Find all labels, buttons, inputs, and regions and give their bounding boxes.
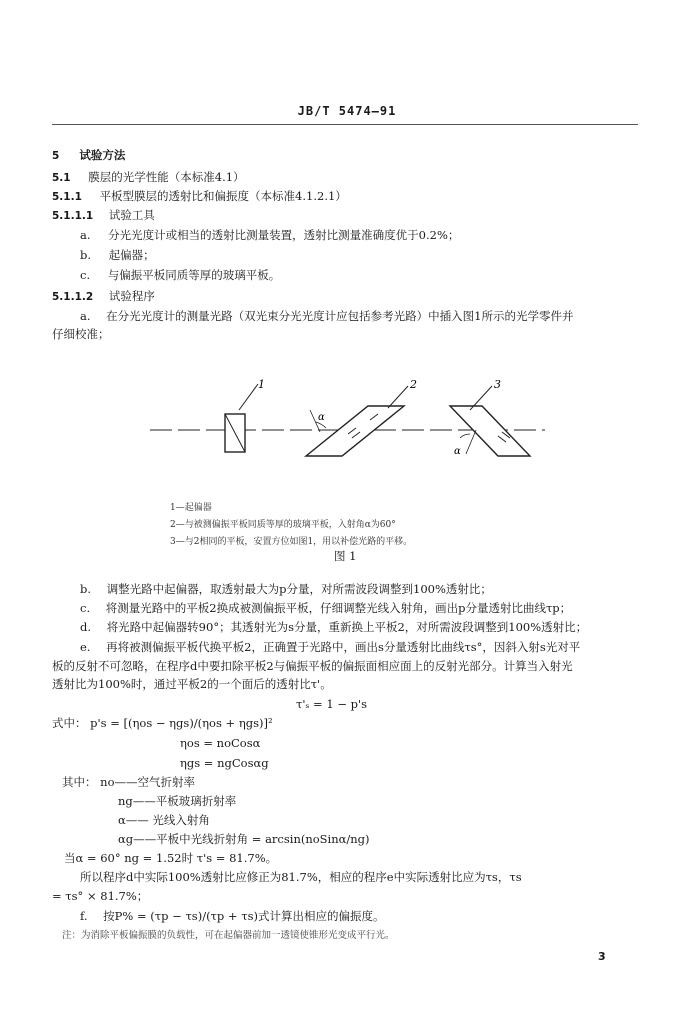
figure-caption-2: 2—与被测偏振平板同质等厚的玻璃平板，入射角α为60° [170,520,396,530]
procedure-item-a-continued: 仔细校准； [52,327,110,341]
step-f [80,909,384,924]
tool-item-a [80,228,459,243]
step-b [80,582,492,597]
where-prefix: 其中： [62,775,97,789]
header-rule [52,124,638,125]
figure-caption-3: 3—与2相同的平板，安置方位如图1，用以补偿光路的平移。 [170,537,413,547]
section-title: 试验方法 [79,148,126,162]
item-label: a. [80,309,91,323]
clause-number: 5.1.1.1 [52,210,94,222]
where-item-2: ng——平板玻璃折射率 [118,794,237,808]
label-2: 2 [410,378,417,391]
tool-item-b [80,248,155,263]
alpha-symbol: α [454,446,461,457]
result-line-1: 当α = 60° ng = 1.52时 τ's = 81.7%。 [64,851,278,865]
step-e-continued-2: 透射比为100%时，通过平板2的一个面后的透射比τ'。 [52,677,332,691]
section-number: 5 [52,150,60,162]
where-item-3: α—— 光线入射角 [118,813,210,827]
clause-text: 试验工具 [108,208,155,222]
formula-transmittance: τ'ₛ = 1 − p's [296,697,368,711]
clause-number: 5.1 [52,172,71,184]
label-3: 3 [494,378,501,391]
running-header: JB/T 5474—91 [297,104,397,118]
formula-eta-gs: ηgs = ngCosαg [180,756,269,770]
result-line-3: = τs° × 81.7%； [52,889,149,903]
step-c [80,601,571,616]
procedure-item-a [80,309,573,324]
clause-text: 平板型膜层的透射比和偏振度（本标准4.1.2.1） [99,189,347,203]
where-block [62,775,195,790]
clause-5-1-1-1 [52,208,155,224]
item-label: f. [80,909,88,923]
clause-text: 膜层的光学性能（本标准4.1） [88,170,245,184]
figure-title: 图 1 [334,549,357,563]
step-d [80,620,587,635]
item-text: 按P% = (τp − τs)/(τp + τs)式计算出相应的偏振度。 [103,909,385,923]
formula-body: p's = [(ηos − ηgs)/(ηos + ηgs)]² [90,716,273,730]
polarizer-1 [225,378,265,452]
step-e-continued-1: 板的反射不可忽略，在程序d中要扣除平板2与偏振平板的偏振面相应面上的反射光部分。计算当入射光 [52,659,573,673]
tool-item-c [80,268,280,283]
item-text: 将测量光路中的平板2换成被测偏振平板，仔细调整光线入射角，画出p分量透射比曲线τp； [105,601,572,615]
glass-plate-2 [306,378,417,456]
clause-5-1-1-2 [52,289,155,305]
label-1: 1 [258,378,265,391]
item-label: a. [80,228,91,242]
item-text: 在分光光度计的测量光路（双光束分光光度计应包括参考光路）中插入图1所示的光学零件并 [106,309,574,323]
clause-number: 5.1.1 [52,191,82,203]
optical-setup-diagram [120,372,560,482]
item-label: c. [80,268,91,282]
formula-eta-os: ηos = noCosα [180,736,261,750]
item-text: 将光路中起偏器转90°；其透射光为s分量，重新换上平板2，对所需波段调整到100%透射比； [106,620,588,634]
item-text: 起偏器； [108,248,155,262]
alpha-symbol: α [318,412,325,423]
item-text: 与偏振平板同质等厚的玻璃平板。 [107,268,281,282]
footnote: 注：为消除平板偏振膜的负载性，可在起偏器前加一透镜使锥形光变成平行光。 [62,930,395,941]
item-text: 再将被测偏振平板代换平板2，正确置于光路中，画出s分量透射比曲线τs°，因斜入射s光对平 [106,640,581,654]
clause-5-1-1 [52,189,347,205]
clause-number: 5.1.1.2 [52,291,94,303]
item-text: 分光光度计或相当的透射比测量装置，透射比测量准确度优于0.2%； [108,228,460,242]
where-item-4: αg——平板中光线折射角 = arcsin(noSinα/ng) [118,832,370,846]
item-label: e. [80,640,91,654]
result-line-2: 所以程序d中实际100%透射比应修正为81.7%，相应的程序e中实际透射比应为τs，τs [80,870,522,884]
figure-caption-1: 1—起偏器 [170,503,212,513]
item-label: b. [80,248,92,262]
item-label: d. [80,620,92,634]
where-item-1: no——空气折射率 [100,775,195,789]
item-label: c. [80,601,91,615]
item-text: 调整光路中起偏器，取透射最大为p分量，对所需波段调整到100%透射比； [106,582,492,596]
section-5-heading [52,148,125,164]
item-label: b. [80,582,92,596]
formula-prefix: 式中： [52,716,87,730]
glass-plate-3 [450,378,530,457]
clause-5-1 [52,170,245,186]
formula-reflectance [52,716,273,731]
step-e [80,640,580,655]
clause-text: 试验程序 [108,289,155,303]
page-number: 3 [598,950,606,963]
